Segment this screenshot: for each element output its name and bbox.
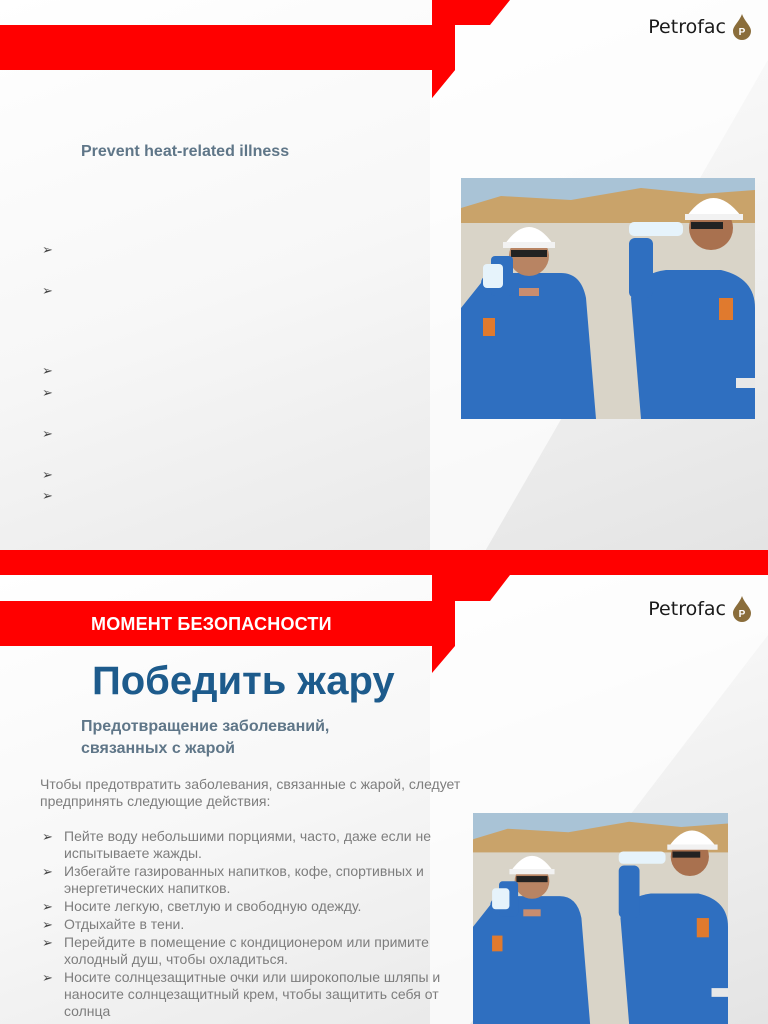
workers-drinking-photo xyxy=(473,813,728,1024)
action-list xyxy=(40,828,470,1021)
svg-text:P: P xyxy=(738,609,746,620)
petrofac-drop-icon xyxy=(732,14,752,40)
list-item: ➢ Перейдите в помещение с кондиционером или примите холодный душ, чтобы охладиться. xyxy=(42,934,429,967)
bullet-arrow-icon: ➢ xyxy=(42,467,53,482)
slide-russian xyxy=(0,575,768,1024)
petrofac-drop-icon xyxy=(732,596,752,622)
list-item: ➢ Избегайте газированных напитков, кофе, спортивных и энергетических напитков. xyxy=(42,863,424,896)
bullet-arrow-icon: ➢ xyxy=(42,829,53,844)
logo-text: Petrofac xyxy=(648,598,726,620)
logo-text: Petrofac xyxy=(648,16,726,38)
workers-drinking-photo xyxy=(461,178,755,419)
slide-divider xyxy=(0,550,768,575)
bullet-arrow-icon: ➢ xyxy=(42,363,53,378)
slide-subtitle-line1: Предотвращение заболеваний, xyxy=(81,718,330,735)
bullet-arrow-icon: ➢ xyxy=(42,935,53,950)
bullet-arrow-icon: ➢ xyxy=(42,242,53,257)
bullet-arrow-icon: ➢ xyxy=(42,917,53,932)
slide-title: Победить жару xyxy=(92,659,395,703)
bullet-arrow-icon: ➢ xyxy=(42,864,53,879)
bullet-arrow-icon: ➢ xyxy=(42,488,53,503)
petrofac-logo xyxy=(648,14,752,40)
petrofac-logo xyxy=(648,596,752,622)
list-item: ➢ Носите легкую, светлую и свободную одежду. xyxy=(42,898,362,914)
slide-subtitle-line2: связанных с жарой xyxy=(81,740,235,757)
slide-subtitle-en: Prevent heat-related illness xyxy=(81,143,290,160)
list-item: ➢ Носите солнцезащитные очки или широкополые шляпы и наносите солнцезащитный крем, чтобы защитить себя от солнца xyxy=(42,969,441,1019)
bullet-arrow-icon: ➢ xyxy=(42,970,53,985)
bullet-arrow-icon: ➢ xyxy=(42,385,53,400)
bullet-arrow-icon: ➢ xyxy=(42,283,53,298)
svg-text:P: P xyxy=(738,27,746,38)
list-item: ➢ Пейте воду небольшими порциями, часто, даже если не испытываете жажды. xyxy=(42,828,432,861)
bullet-arrow-icon: ➢ xyxy=(42,426,53,441)
bullet-arrow-icon: ➢ xyxy=(42,899,53,914)
banner-label: МОМЕНТ БЕЗОПАСНОСТИ xyxy=(91,614,332,634)
list-item: ➢ Отдыхайте в тени. xyxy=(42,916,185,932)
intro-text: Чтобы предотвратить заболевания, связанные с жарой, следует предпринять следующие действия: xyxy=(40,776,461,809)
